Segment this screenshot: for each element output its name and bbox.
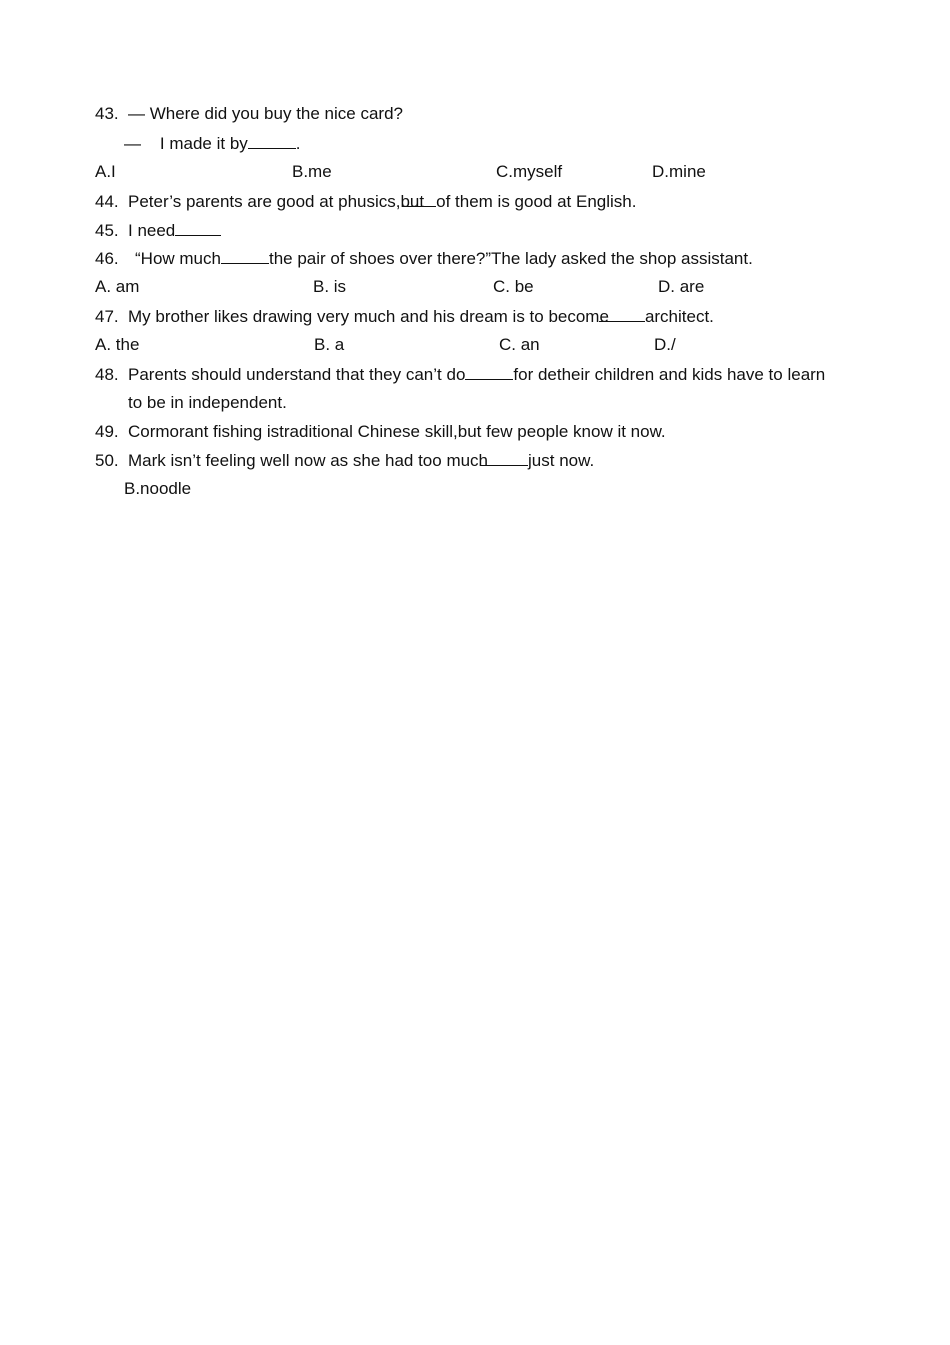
question-text: Cormorant fishing istraditional Chinese skill,but few people know it now.: [128, 422, 666, 441]
option-b: B.me: [292, 162, 332, 181]
question-text: Peter’s parents are good at phusics,but: [128, 192, 425, 211]
option-c: C. an: [499, 335, 540, 354]
question-49: [95, 422, 666, 442]
answer-blank: [221, 248, 269, 264]
answer-text: I made it by: [159, 134, 248, 153]
option-b: B. is: [313, 277, 347, 296]
question-text: “How much: [135, 249, 221, 268]
question-text: I need: [128, 221, 176, 240]
option-a: A. am: [95, 277, 140, 296]
question-text: Mark isn’t feeling well now as she had too much: [128, 451, 489, 470]
answer-blank: [480, 450, 528, 466]
question-number: 49.: [95, 422, 119, 441]
question-text: Parents should understand that they can’t do: [128, 365, 466, 384]
question-number: 45.: [95, 221, 119, 240]
question-45: [95, 220, 221, 241]
question-number: 47.: [95, 307, 119, 326]
question-46: [95, 248, 753, 269]
question-text-end: for detheir children and kids have to learn: [513, 365, 826, 384]
question-48-continued: to be in independent.: [128, 393, 287, 412]
question-47: [95, 306, 714, 327]
option-b: B. a: [314, 335, 345, 354]
option-d: D./: [654, 335, 676, 354]
option-d: D. are: [658, 277, 705, 296]
question-number: 43.: [95, 104, 119, 123]
question-text-end: of them is good at English.: [436, 192, 637, 211]
option-a: A.I: [95, 162, 116, 181]
question-text-end: architect.: [644, 307, 714, 326]
option-c: C. be: [493, 277, 534, 296]
question-number: 50.: [95, 451, 119, 470]
answer-blank: [248, 133, 296, 149]
question-text-end: the pair of shoes over there?”The lady asked the shop assistant.: [268, 249, 753, 268]
question-48: [95, 364, 825, 385]
option-d: D.mine: [652, 162, 706, 181]
question-number: 48.: [95, 365, 119, 384]
answer-blank: [402, 191, 436, 207]
question-number: 46.: [95, 249, 119, 268]
dash: —: [124, 134, 141, 153]
option-a: A. the: [95, 335, 140, 354]
answer-text-end: .: [295, 134, 301, 153]
question-text: — Where did you buy the nice card?: [128, 104, 403, 123]
question-43-answer-line: [124, 133, 301, 154]
answer-blank: [175, 220, 221, 236]
answer-blank: [465, 364, 513, 380]
question-50: [95, 450, 594, 471]
answer-blank: [599, 306, 645, 322]
question-number: 44.: [95, 192, 119, 211]
question-43: [95, 104, 403, 124]
question-44: [95, 191, 636, 212]
question-text-end: just now.: [528, 451, 595, 470]
question-text: My brother likes drawing very much and his dream is to become: [128, 307, 609, 326]
question-50-option: B.noodle: [124, 479, 192, 498]
option-c: C.myself: [496, 162, 563, 181]
